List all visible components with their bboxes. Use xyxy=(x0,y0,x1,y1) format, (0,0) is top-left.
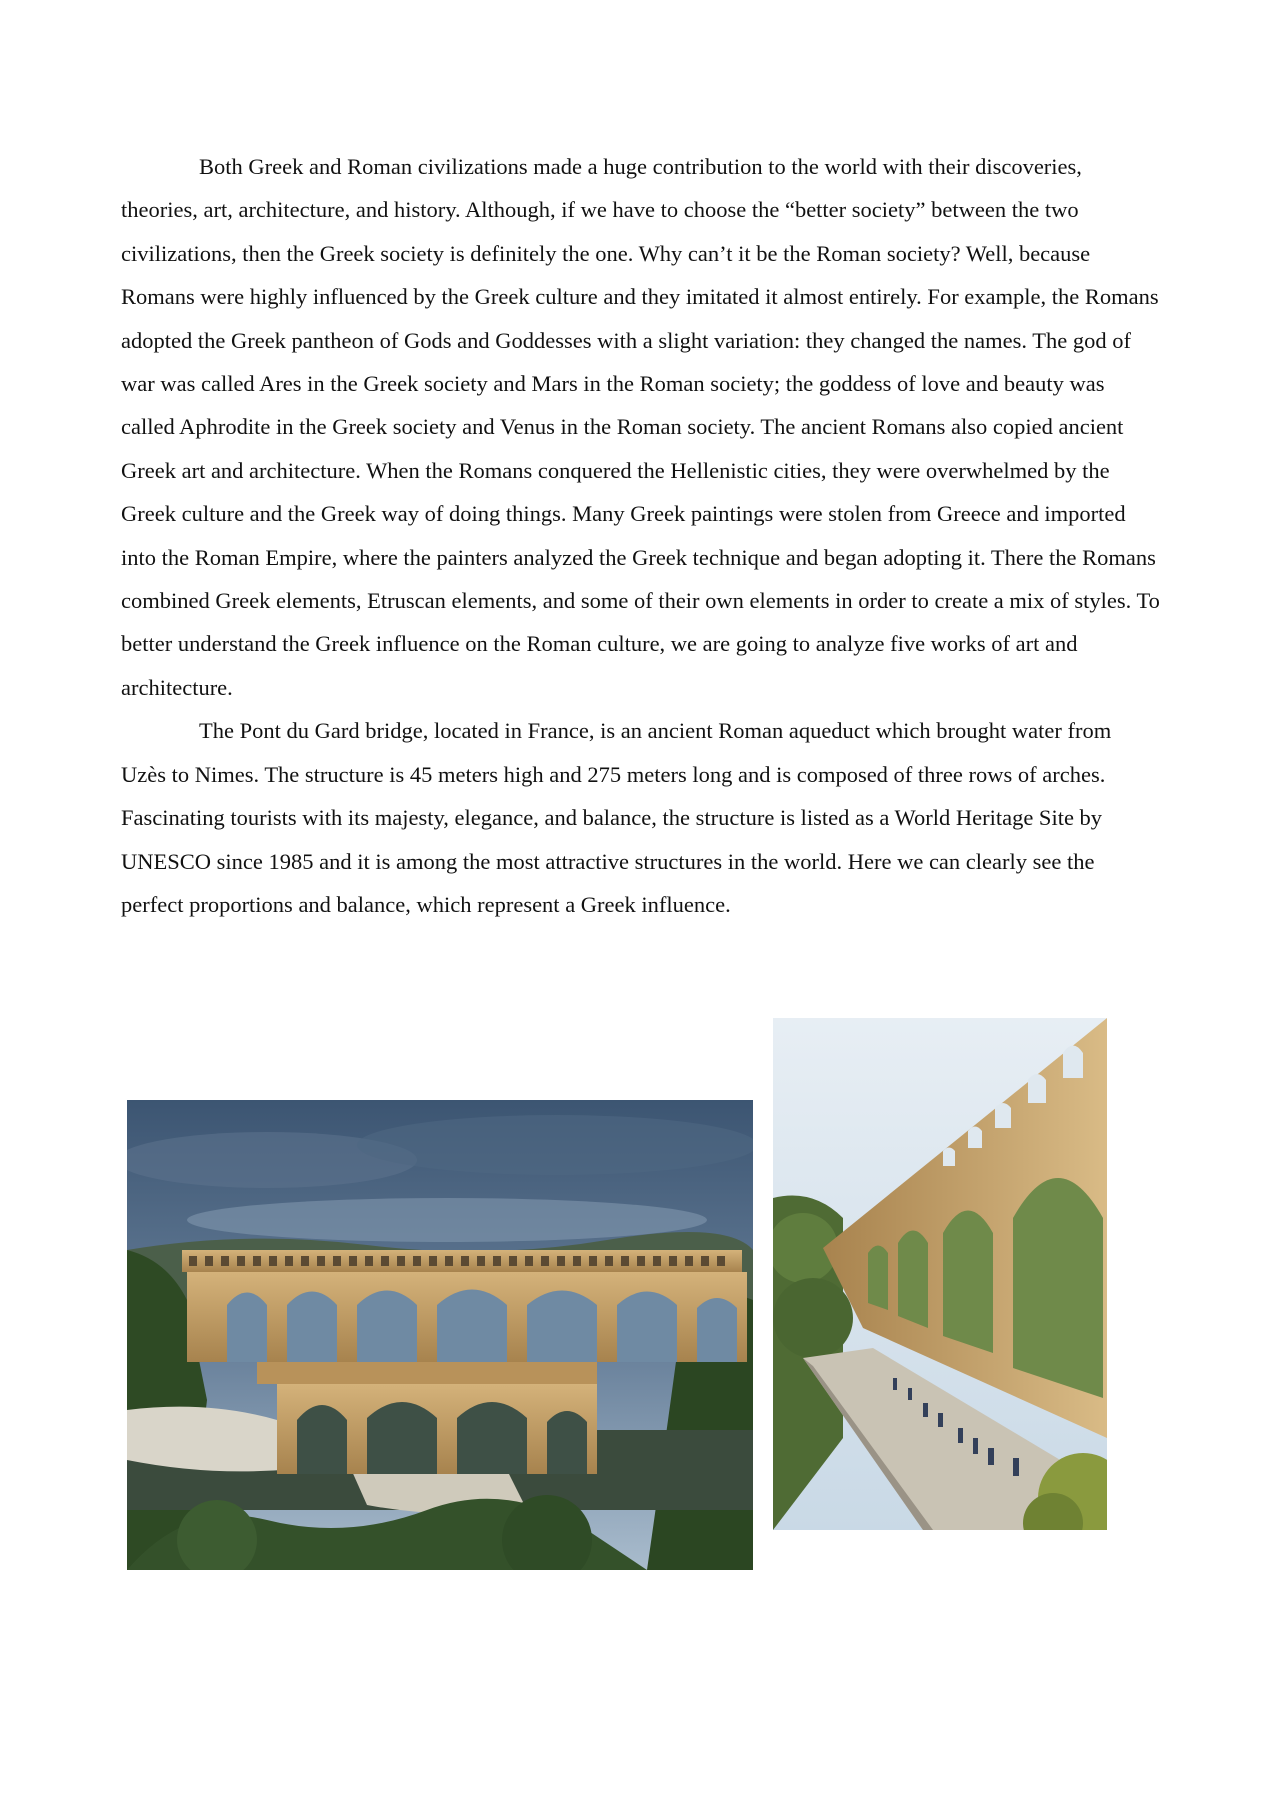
document-body xyxy=(121,145,1161,926)
pont-du-gard-panorama-photo xyxy=(127,1100,753,1570)
pont-du-gard-walkway-photo xyxy=(773,1018,1107,1530)
paragraph-2: The Pont du Gard bridge, located in France, is an ancient Roman aqueduct which brought water from Uzès to Nimes. The structure is 45 meters high and 275 meters long and is composed of three rows of arches. Fascinating tourists with its majesty, elegance, and balance, the structure is listed as a World Heritage Site by UNESCO since 1985 and it is among the most attractive structures in the world. Here we can clearly see the perfect proportions and balance, which represent a Greek influence. xyxy=(121,718,1112,917)
paragraph-1: Both Greek and Roman civilizations made a huge contribution to the world with their discoveries, theories, art, architecture, and history. Although, if we have to choose the “better society” between the two civilizations, then the Greek society is definitely the one. Why can’t it be the Roman society? Well, because Romans were highly influenced by the Greek culture and they imitated it almost entirely. For example, the Romans adopted the Greek pantheon of Gods and Goddesses with a slight variation: they changed the names. The god of war was called Ares in the Greek society and Mars in the Roman society; the goddess of love and beauty was called Aphrodite in the Greek society and Venus in the Roman society. The ancient Romans also copied ancient Greek art and architecture. When the Romans conquered the Hellenistic cities, they were overwhelmed by the Greek culture and the Greek way of doing things. Many Greek paintings were stolen from Greece and imported into the Roman Empire, where the painters analyzed the Greek technique and began adopting it. There the Romans combined Greek elements, Etruscan elements, and some of their own elements in order to create a mix of styles. To better understand the Greek influence on the Roman culture, we are going to analyze five works of art and architecture. xyxy=(121,154,1160,700)
